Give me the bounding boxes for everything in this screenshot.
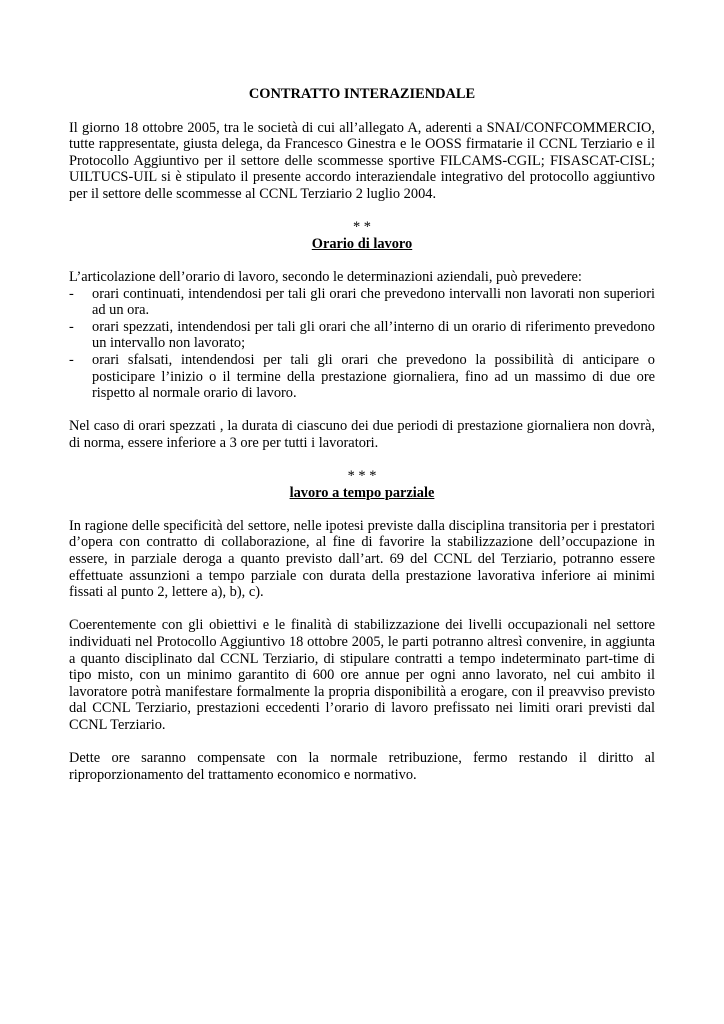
spacer — [69, 203, 655, 220]
section-separator: * * — [353, 219, 371, 236]
spacer — [69, 734, 655, 751]
spacer — [69, 402, 655, 419]
section-separator: * * * — [347, 468, 377, 485]
tempo-parziale-paragraph-2: Coerentemente con gli obiettivi e le finalità di stabilizzazione dei livelli occupazionali nel settore individuati nel Protocollo Aggiuntivo 18 ottobre 2005, le parti potranno altresì convenire, in aggiunta a quanto disciplinato dal CCNL Terziario, di stipulare contratti a tempo indeterminato part-time di tipo misto, con un minimo garantito di 600 ore annue per ogni anno lavorato, nel cui ambito il lavoratore potrà manifestare formalmente la propria disponibilità a erogare, con il preavviso previsto dal CCNL Terziario, prestazioni eccedenti l’orario di lavoro prefissato nei limiti orari previsti dal CCNL Terziario. — [69, 617, 655, 733]
list-item-text: orari spezzati, intendendosi per tali gli orari che all’interno di un orario di riferimento prevedono un intervallo non lavorato; — [92, 318, 655, 352]
tempo-parziale-paragraph-1: In ragione delle specificità del settore, nelle ipotesi previste dalla disciplina transitoria per i prestatori d’opera con contratto di collaborazione, al fine di favorire la stabilizzazione dell’occupazione in essere, in parziale deroga a quanto previsto dall’art. 69 del CCNL del Terziario, potranno essere effettuate assunzioni a tempo parziale con durata della prestazione lavorativa inferiore ai minimi fissati al punto 2, lettere a), b), c). — [69, 517, 655, 601]
spacer — [69, 501, 655, 518]
orario-list — [69, 286, 655, 402]
list-item-text: orari sfalsati, intendendosi per tali gli orari che prevedono la possibilità di anticipare o posticipare l’inizio o il termine della prestazione giornaliera, fino ad un massimo di due ore rispetto al normale orario di lavoro. — [92, 351, 655, 402]
document-title: CONTRATTO INTERAZIENDALE — [248, 86, 476, 102]
spacer — [69, 252, 655, 269]
list-item — [69, 286, 655, 319]
list-item — [69, 352, 655, 402]
orario-lead-paragraph: L’articolazione dell’orario di lavoro, secondo le determinazioni aziendali, può prevedere: — [69, 268, 582, 285]
section-heading-orario: Orario di lavoro — [311, 235, 413, 252]
bullet-dash: - — [69, 285, 74, 302]
list-item-text: orari continuati, intendendosi per tali gli orari che prevedono intervalli non lavorati non superiori ad un ora. — [92, 285, 655, 319]
document-page — [69, 86, 655, 783]
orario-closing-paragraph: Nel caso di orari spezzati , la durata di ciascuno dei due periodi di prestazione giornaliera non dovrà, di norma, essere inferiore a 3 ore per tutti i lavoratori. — [69, 418, 655, 451]
spacer — [69, 451, 655, 468]
list-item — [69, 319, 655, 352]
section-heading-tempo-parziale: lavoro a tempo parziale — [289, 484, 435, 501]
bullet-dash: - — [69, 351, 74, 368]
intro-paragraph: Il giorno 18 ottobre 2005, tra le società di cui all’allegato A, aderenti a SNAI/CONFCOMMERCIO, tutte rappresentate, giusta delega, da Francesco Ginestra e le OOSS firmatarie il CCNL Terziario e il Protocollo Aggiuntivo per il settore delle scommesse sportive FILCAMS-CGIL; FISASCAT-CISL; UILTUCS-UIL si è stipulato il presente accordo interaziendale integrativo del protocollo aggiuntivo per il settore delle scommesse al CCNL Terziario 2 luglio 2004. — [69, 119, 655, 202]
bullet-dash: - — [69, 318, 74, 335]
tempo-parziale-paragraph-3: Dette ore saranno compensate con la normale retribuzione, fermo restando il diritto al riproporzionamento del trattamento economico e normativo. — [69, 750, 655, 783]
spacer — [69, 601, 655, 618]
